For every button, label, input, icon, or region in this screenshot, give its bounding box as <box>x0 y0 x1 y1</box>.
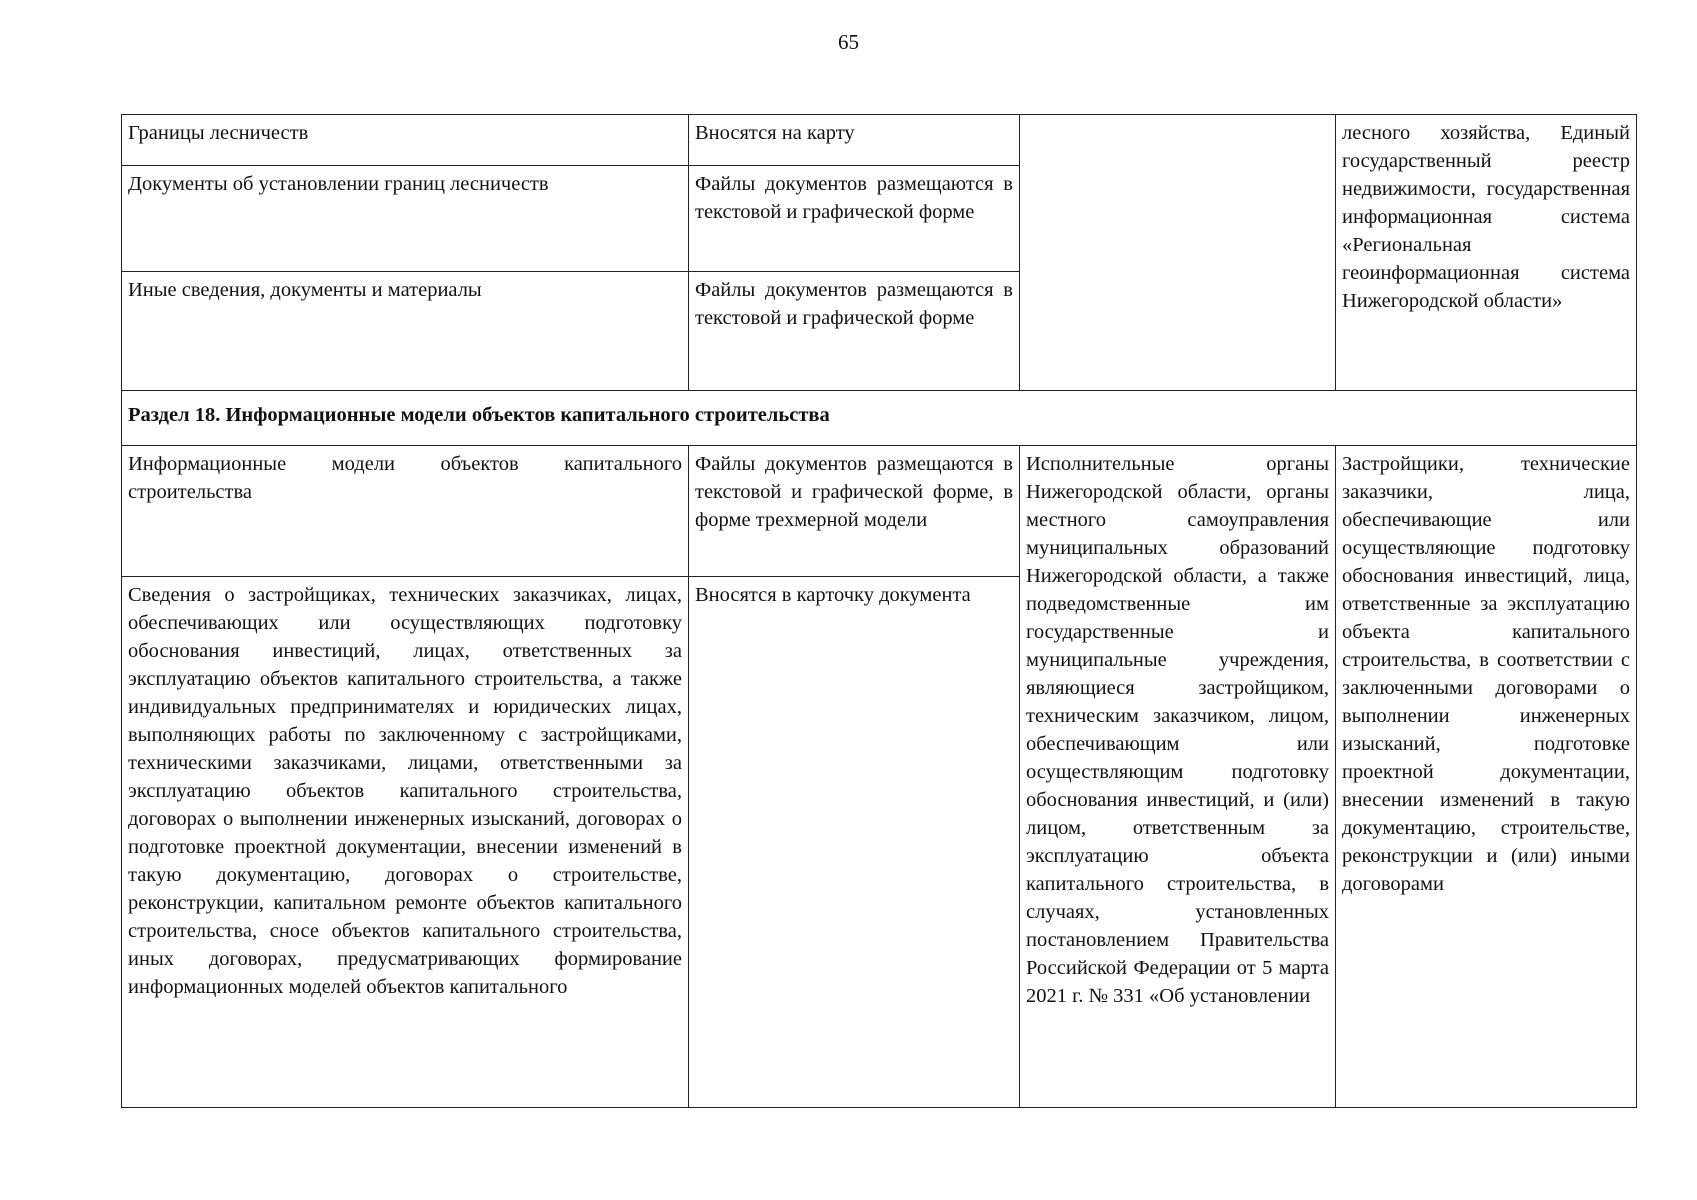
cell-placement-method: Файлы документов размещаются в текстовой и графической форме <box>689 166 1020 272</box>
cell-item-name: Сведения о застройщиках, технических заказчиках, лицах, обеспечивающих или осуществляющих подготовку обоснования инвестиций, лицах, ответственных за эксплуатацию объектов капитального строительства, а также индивидуальных предпринимателях и юридических лицах, выполняющих работы по заключенному с застройщиками, техническими заказчиками, лицами, ответственными за эксплуатацию объектов капитального строительства, договорах о выполнении инженерных изысканий, договорах о подготовке проектной документации, внесении изменений в такую документацию, договорах о строительстве, реконструкции, капитальном ремонте объектов капитального строительства, сносе объектов капитального строительства, иных договорах, предусматривающих формирование информационных моделей объектов капитального <box>122 577 689 1108</box>
cell-placement-method: Вносятся в карточку документа <box>689 577 1020 1108</box>
cell-placement-method: Файлы документов размещаются в текстовой и графической форме, в форме трехмерной модели <box>689 446 1020 577</box>
cell-placement-method: Вносятся на карту <box>689 115 1020 166</box>
cell-source: лесного хозяйства, Единый государственный реестр недвижимости, государственная информационная система «Региональная геоинформационная система Нижегородской области» <box>1336 115 1637 391</box>
table-row <box>122 115 1637 166</box>
cell-item-name: Документы об установлении границ лесничеств <box>122 166 689 272</box>
cell-provider-empty <box>1020 115 1336 391</box>
document-table <box>121 114 1637 1108</box>
section-title: Раздел 18. Информационные модели объектов капитального строительства <box>122 391 1637 446</box>
cell-source: Застройщики, технические заказчики, лица, обеспечивающие или осуществляющие подготовку обоснования инвестиций, лица, ответственные за эксплуатацию объекта капитального строительства, в соответствии с заключенными договорами о выполнении инженерных изысканий, подготовке проектной документации, внесении изменений в такую документацию, строительстве, реконструкции и (или) иными договорами <box>1336 446 1637 1108</box>
cell-item-name: Информационные модели объектов капитального строительства <box>122 446 689 577</box>
cell-item-name: Границы лесничеств <box>122 115 689 166</box>
cell-item-name: Иные сведения, документы и материалы <box>122 272 689 391</box>
page-number: 65 <box>838 30 859 54</box>
table-row <box>122 446 1637 577</box>
section-header-row <box>122 391 1637 446</box>
cell-provider: Исполнительные органы Нижегородской области, органы местного самоуправления муниципальных образований Нижегородской области, а также подведомственные им государственные и муниципальные учреждения, являющиеся застройщиком, техническим заказчиком, лицом, обеспечивающим или осуществляющим подготовку обоснования инвестиций, и (или) лицом, ответственным за эксплуатацию объекта капитального строительства, в случаях, установленных постановлением Правительства Российской Федерации от 5 марта 2021 г. № 331 «Об установлении <box>1020 446 1336 1108</box>
cell-placement-method: Файлы документов размещаются в текстовой и графической форме <box>689 272 1020 391</box>
